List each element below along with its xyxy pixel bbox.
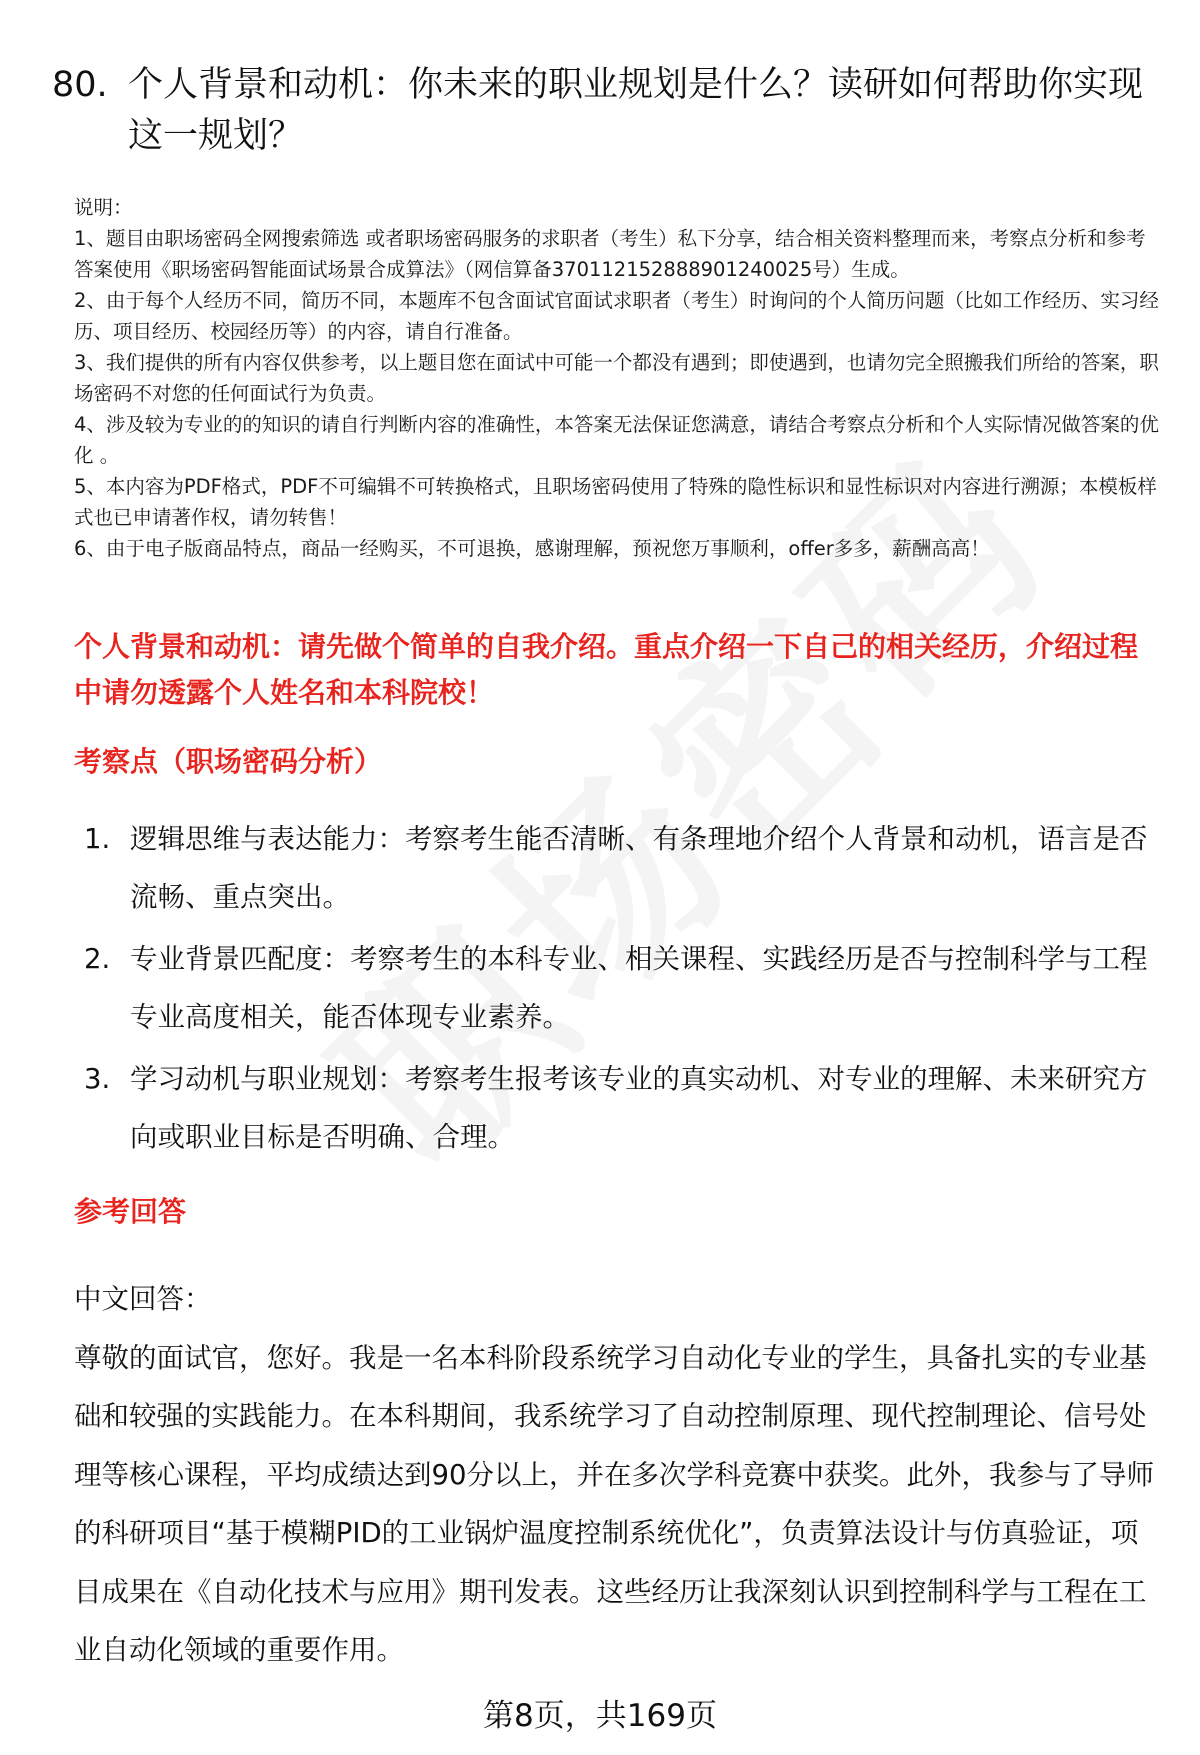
answer-block	[74, 1270, 1154, 1680]
analysis-point	[84, 810, 1164, 926]
point-number: 1.	[84, 823, 111, 855]
point-number: 3.	[84, 1063, 111, 1095]
analysis-point	[84, 930, 1164, 1046]
question-number: 80.	[52, 65, 108, 105]
note-item: 3、我们提供的所有内容仅供参考，以上题目您在面试中可能一个都没有遇到；即使遇到，也请勿完全照搬我们所给的答案，职场密码不对您的任何面试行为负责。	[74, 351, 1159, 405]
point-text: 学习动机与职业规划：考察考生报考该专业的真实动机、对专业的理解、未来研究方向或职业目标是否明确、合理。	[130, 1063, 1148, 1153]
note-item: 4、涉及较为专业的的知识的请自行判断内容的准确性，本答案无法保证您满意，请结合考察点分析和个人实际情况做答案的优化 。	[74, 413, 1159, 467]
note-item: 1、题目由职场密码全网搜索筛选 或者职场密码服务的求职者（考生）私下分享，结合相关资料整理而来，考察点分析和参考答案使用《职场密码智能面试场景合成算法》（网信算备370112152888901240025号）生成。	[74, 227, 1146, 281]
notes-block	[74, 192, 1159, 564]
point-number: 2.	[84, 943, 111, 975]
analysis-heading: 考察点（职场密码分析）	[74, 745, 383, 778]
note-item: 5、本内容为PDF格式，PDF不可编辑不可转换格式，且职场密码使用了特殊的隐性标识和显性标识对内容进行溯源；本模板样式也已申请著作权，请勿转售！	[74, 475, 1157, 529]
note-item: 6、由于电子版商品特点，商品一经购买，不可退换，感谢理解，预祝您万事顺利，offer多多，薪酬高高！	[74, 537, 990, 560]
question-text: 个人背景和动机：你未来的职业规划是什么？读研如何帮助你实现这一规划？	[128, 65, 1144, 156]
answer-heading: 参考回答	[74, 1195, 187, 1228]
analysis-point	[84, 1050, 1164, 1166]
point-text: 专业背景匹配度：考察考生的本科专业、相关课程、实践经历是否与控制科学与工程专业高度相关，能否体现专业素养。	[130, 943, 1148, 1033]
question-title	[52, 60, 1162, 162]
answer-label: 中文回答：	[74, 1283, 212, 1315]
answer-body: 尊敬的面试官，您好。我是一名本科阶段系统学习自动化专业的学生，具备扎实的专业基础和较强的实践能力。在本科期间，我系统学习了自动控制原理、现代控制理论、信号处理等核心课程，平均成绩达到90分以上，并在多次学科竞赛中获奖。此外，我参与了导师的科研项目“基于模糊PID的工业锅炉温度控制系统优化”，负责算法设计与仿真验证，项目成果在《自动化技术与应用》期刊发表。这些经历让我深刻认识到控制科学与工程在工业自动化领域的重要作用。	[74, 1341, 1154, 1666]
point-text: 逻辑思维与表达能力：考察考生能否清晰、有条理地介绍个人背景和动机，语言是否流畅、重点突出。	[130, 823, 1148, 913]
interview-question: 个人背景和动机：请先做个简单的自我介绍。重点介绍一下自己的相关经历，介绍过程中请勿透露个人姓名和本科院校！	[74, 630, 1139, 709]
page-footer: 第8页，共169页	[483, 1698, 717, 1734]
note-item: 2、由于每个人经历不同，简历不同，本题库不包含面试官面试求职者（考生）时询问的个人简历问题（比如工作经历、实习经历、项目经历、校园经历等）的内容，请自行准备。	[74, 289, 1159, 343]
notes-heading: 说明：	[74, 196, 133, 219]
analysis-points	[84, 810, 1164, 1170]
